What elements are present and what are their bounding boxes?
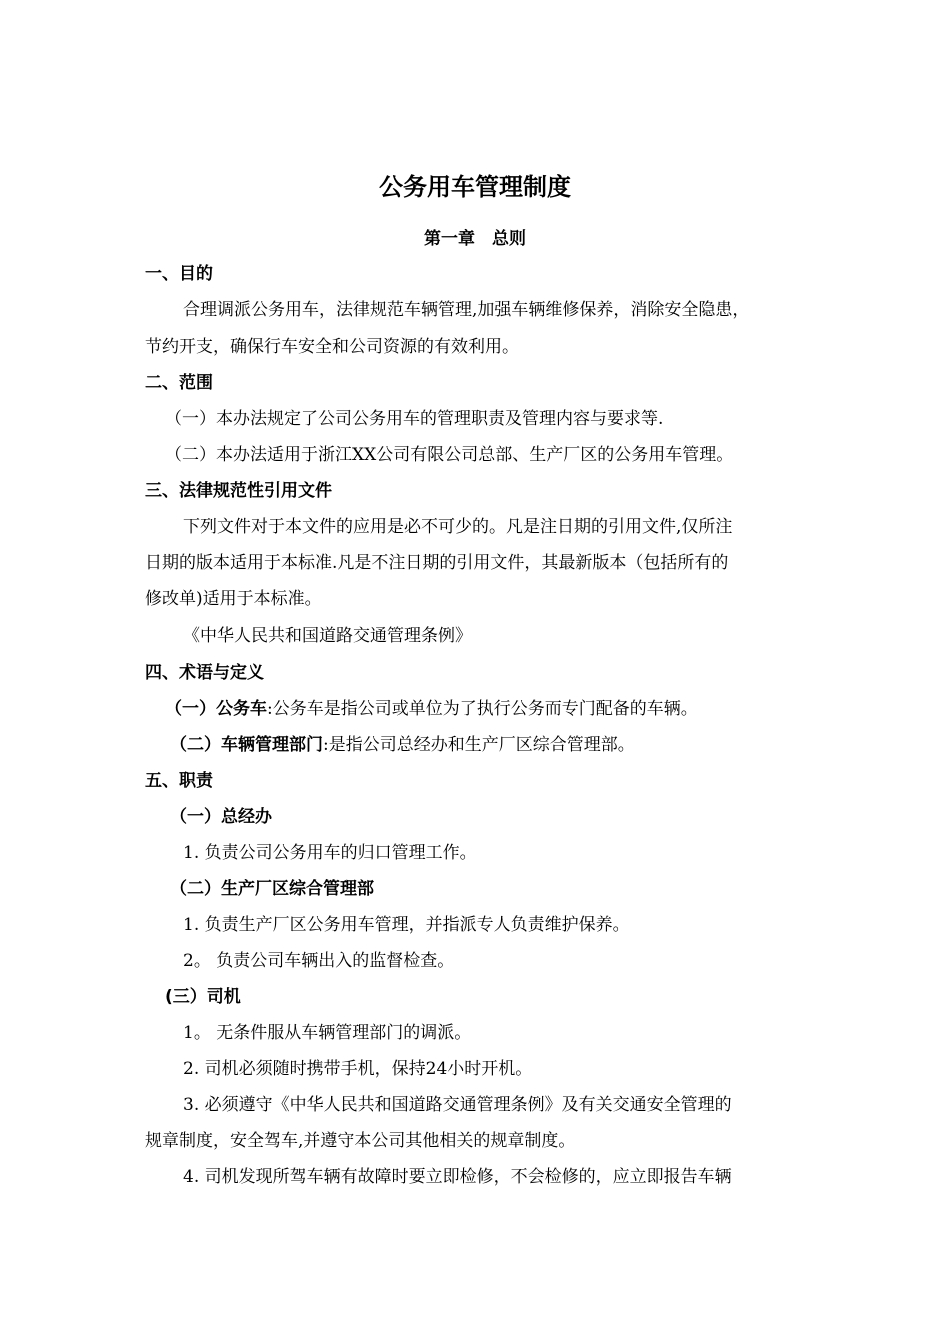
list-item: 1. 负责公司公务用车的归口管理工作。 xyxy=(183,843,477,863)
scope-item: （二）本办法适用于浙江XX公司有限公司总部、生产厂区的公务用车管理。 xyxy=(165,445,734,465)
paragraph-line: 节约开支，确保行车安全和公司资源的有效利用。 xyxy=(145,337,519,357)
section-heading-definitions: 四、术语与定义 xyxy=(145,663,264,683)
list-item: 1. 负责生产厂区公务用车管理，并指派专人负责维护保养。 xyxy=(183,915,630,935)
subsection-heading: (三）司机 xyxy=(165,987,241,1007)
paragraph-line: 日期的版本适用于本标准.凡是不注日期的引用文件，其最新版本（包括所有的 xyxy=(145,553,729,573)
section-heading-responsibilities: 五、职责 xyxy=(145,771,213,791)
paragraph-line: 修改单)适用于本标准。 xyxy=(145,589,322,609)
section-heading-scope: 二、范围 xyxy=(145,373,213,393)
list-item: 2。 负责公司车辆出入的监督检查。 xyxy=(183,951,455,971)
section-heading-references: 三、法律规范性引用文件 xyxy=(145,481,332,501)
definition-term: （一）公务车 xyxy=(165,699,267,719)
list-item: 4. 司机发现所驾车辆有故障时要立即检修，不会检修的，应立即报告车辆 xyxy=(183,1167,732,1187)
definition-term: （二）车辆管理部门 xyxy=(170,735,323,755)
paragraph-line: 下列文件对于本文件的应用是必不可少的。凡是注日期的引用文件,仅所注 xyxy=(183,517,733,537)
definition-text: :是指公司总经办和生产厂区综合管理部。 xyxy=(323,735,635,755)
list-item-continuation: 规章制度，安全驾车,并遵守本公司其他相关的规章制度。 xyxy=(145,1131,576,1151)
definition-official-vehicle xyxy=(145,696,845,722)
subsection-heading: （一）总经办 xyxy=(170,807,272,827)
list-item: 1。 无条件服从车辆管理部门的调派。 xyxy=(183,1023,472,1043)
definition-vehicle-dept xyxy=(145,732,850,758)
subsection-heading: （二）生产厂区综合管理部 xyxy=(170,879,374,899)
reference-document: 《中华人民共和国道路交通管理条例》 xyxy=(183,626,472,646)
list-item: 2. 司机必须随时携带手机，保持24小时开机。 xyxy=(183,1059,533,1079)
paragraph-line: 合理调派公务用车，法律规范车辆管理,加强车辆维修保养，消除安全隐患， xyxy=(183,300,750,320)
section-heading-purpose: 一、目的 xyxy=(145,264,213,284)
chapter-heading: 第一章 总则 xyxy=(424,229,526,249)
definition-text: :公务车是指公司或单位为了执行公务而专门配备的车辆。 xyxy=(267,699,698,719)
document-title: 公务用车管理制度 xyxy=(379,173,571,201)
scope-item: （一）本办法规定了公司公务用车的管理职责及管理内容与要求等. xyxy=(165,409,664,429)
list-item: 3. 必须遵守《中华人民共和国道路交通管理条例》及有关交通安全管理的 xyxy=(183,1095,732,1115)
